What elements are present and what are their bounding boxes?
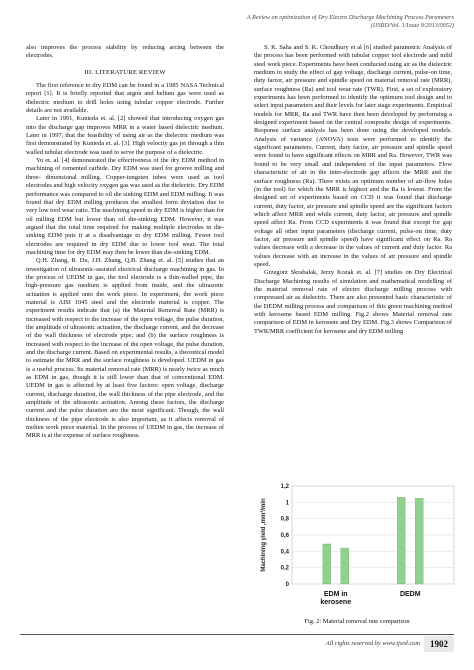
y-tick-label: 0,6	[280, 533, 289, 539]
y-tick-label: 0,4	[280, 549, 289, 556]
header-issue: (IJSRD/Vol. 1/Issue 9/2013/0052)	[370, 22, 454, 29]
paragraph: The first reference to dry EDM can be found in a 1985 NASA Technical report [1]. It is briefly reported that argon and helium gas were used as dielectric medium to drill holes using tubular copper electrode. Further details are not available.	[26, 82, 224, 115]
mrr-bar-chart	[254, 480, 460, 616]
site-link[interactable]: www.ijsrd.com	[382, 640, 420, 647]
rights-text: All rights reserved by	[325, 640, 383, 647]
intro-fragment: also improves the process stability by reducing arcing between the electrodes.	[26, 44, 224, 60]
x-category-label: kerosene	[320, 599, 352, 606]
paragraph: Grzegorz Skrabalak, Jerzy Kozak et. al. [7] studies on Dry Electrical Discharge Machining results of simulation and mathematical modelling of the material removal rate of electro discharge milling process with compressed air as dielectric. There are also presented basic characteristic of the DEDM milling process and comparison of this green machining method with kerosene based EDM milling. Fig.2 shows Material removal rate comparison of EDM in kerosene and Dry EDM. Fig.3 shows Comparison of TWR/MRR coefficient for kerosene and dry EDM milling	[254, 269, 452, 335]
section-heading: III. LITERATURE REVIEW	[84, 68, 166, 76]
paragraph: Yu et. al. [4] demonstrated the effectiveness of the dry EDM method in machining of cemented carbide. Dry EDM was used for groove milling and three- dimensional milling. Copper-tungsten tubes were used as tool electrodes and high velocity oxygen gas was used as the dielectric. Dry EDM performance was compared to oil die sinking EDM and EDM milling. It was found that dry EDM milling produces the smallest form deviation due to very low tool wear ratio. The machining speed in dry EDM is higher than for oil milling EDM but lower than oil die-sinking EDM. However, it was argued that the total time required for making multiple electrodes in die-sinking EDM puts it at a disadvantage to dry EDM milling. Fewer tool electrodes are required in dry EDM due to lower tool wear. The total machining time for dry EDM may then be lower than die-sinking EDM.	[26, 157, 224, 256]
running-header	[134, 14, 454, 30]
y-tick-label: 0	[285, 582, 289, 588]
paragraph: Q.H. Zhang, R. Du, J.H. Zhang, Q.B. Zhang et. al. [5] studies that an investigation of ultrasonic-assisted electrical discharge machining in gas. In the process of UEDM in gas, the tool electrode is a thin-walled pipe, the high-pressure gas medium is applied from inside, and the ultrasonic actuation is applied onto the work piece. In experiment, the work piece material is AISI 1045 steel and the electrode material is copper. The experiment results indicate that (a) the Material Removal Rate (MRR) is increased with respect to the increase of the open voltage, the pulse duration, the amplitude of ultrasonic actuation, the discharge current, and the decrease of the wall thickness of electrode pipe; and (b) the surface roughness is increased with respect to the increase of the open voltage, the pulse duration, and the discharge current. Based on experimental results, a theoretical model to estimate the MRR and the surface roughness is developed. UEDM in gas is a useful process. Its material removal rate (MRR) is nearly twice as much as EDM in gas, though it is still lower than that of conventional EDM. UEDM in gas is affected by at least five factors: open voltage, discharge current, discharge duration, the wall thickness of the pipe electrode, and the amplitude of the ultrasonic actuation. Among these factors, the discharge current and the pulse duration are the most significant. Though, the wall thickness of the pipe electrode is also important, as it affects removal of molten work piece material. In the process of UEDM in gas, the increase of MRR is at the expense of surface roughness.	[26, 257, 224, 440]
chart-svg	[254, 480, 460, 616]
x-category-label: DEDM	[399, 591, 421, 598]
y-tick-label: 1,2	[280, 484, 289, 490]
bar	[415, 498, 423, 584]
figure-caption: Fig. 2: Material removal rate comparison	[304, 618, 410, 625]
footer-text	[326, 640, 420, 647]
y-tick-label: 0,8	[280, 516, 289, 523]
page-number: 1902	[424, 636, 454, 652]
bar	[323, 544, 331, 584]
y-tick-label: 0,2	[280, 565, 289, 572]
footer-rule	[20, 634, 454, 635]
bar	[341, 548, 349, 584]
y-tick-label: 1	[285, 500, 289, 507]
left-column	[26, 44, 224, 441]
paragraph: Later in 1991, Kunieda et. al. [2] showed that introducing oxygen gas into the discharge gap improves MRR in a water based dielectric medium. Later in 1997, that the feasibility of using air as the dielectric medium was first demonstrated by Kunieda et. al. [3]. High velocity gas jet through a thin walled tubular electrode was used to serve the purpose of a dielectric.	[26, 115, 224, 156]
bar	[397, 497, 405, 584]
x-category-label: EDM in	[323, 591, 348, 598]
header-title: A Review on optimization of Dry Electro Discharge Machining Process Parameters	[246, 14, 454, 21]
right-column	[254, 44, 452, 336]
paragraph: S. K. Saha and S. K. Choudhury et al [6] studied parametric Analysis of the process has been performed with tubular copper tool electrode and mild steel work piece. Experiments have been conducted using air as the dielectric medium to study the effect of gap voltage, discharge current, pulse-on time, duty factor, air pressure and spindle speed on material removal rate (MRR), surface roughness (Ra) and tool wear rate (TWR). First, a set of exploratory experiments has been performed to identify the optimum tool design and to select input parameters and their levels for later stage experiments. Empirical models for MRR, Ra and TWR have then been developed by performing a designed experiment based on the central composite design of experiments. Response surface analysis has been done using the developed models. Analysis of variance (ANOVA) tests were performed to identify the significant parameters. Current, duty factor, air pressure and spindle speed were found to have significant effects on MRR and Ra. However, TWR was found to be very small and independent of the input parameters. Flow characteristic of air in the inter-electrode gap affects the MRR and the surface roughness (Ra). There exists an optimum number of air-flow holes (in the tool) for which the MRR is highest and the Ra is lowest. From the designed set of experiments based on CCD it was found that discharge current, duty factor, air pressure and spindle speed are the significant factors which affect MRR and while current, duty factor, air pressure and spindle speed affect Ra. From CCD experiments it was found that except for gap voltage all other input parameters (discharge current, pulse-on time, duty factor, air pressure and spindle speed) have significant effect on Ra. Ra values decrease with a decrease in the values of current and duty factor. Ra values decrease with an increase in the values of air pressure and spindle speed.	[254, 44, 452, 268]
y-axis-label: Machining yield ,mm³/min	[261, 498, 267, 572]
